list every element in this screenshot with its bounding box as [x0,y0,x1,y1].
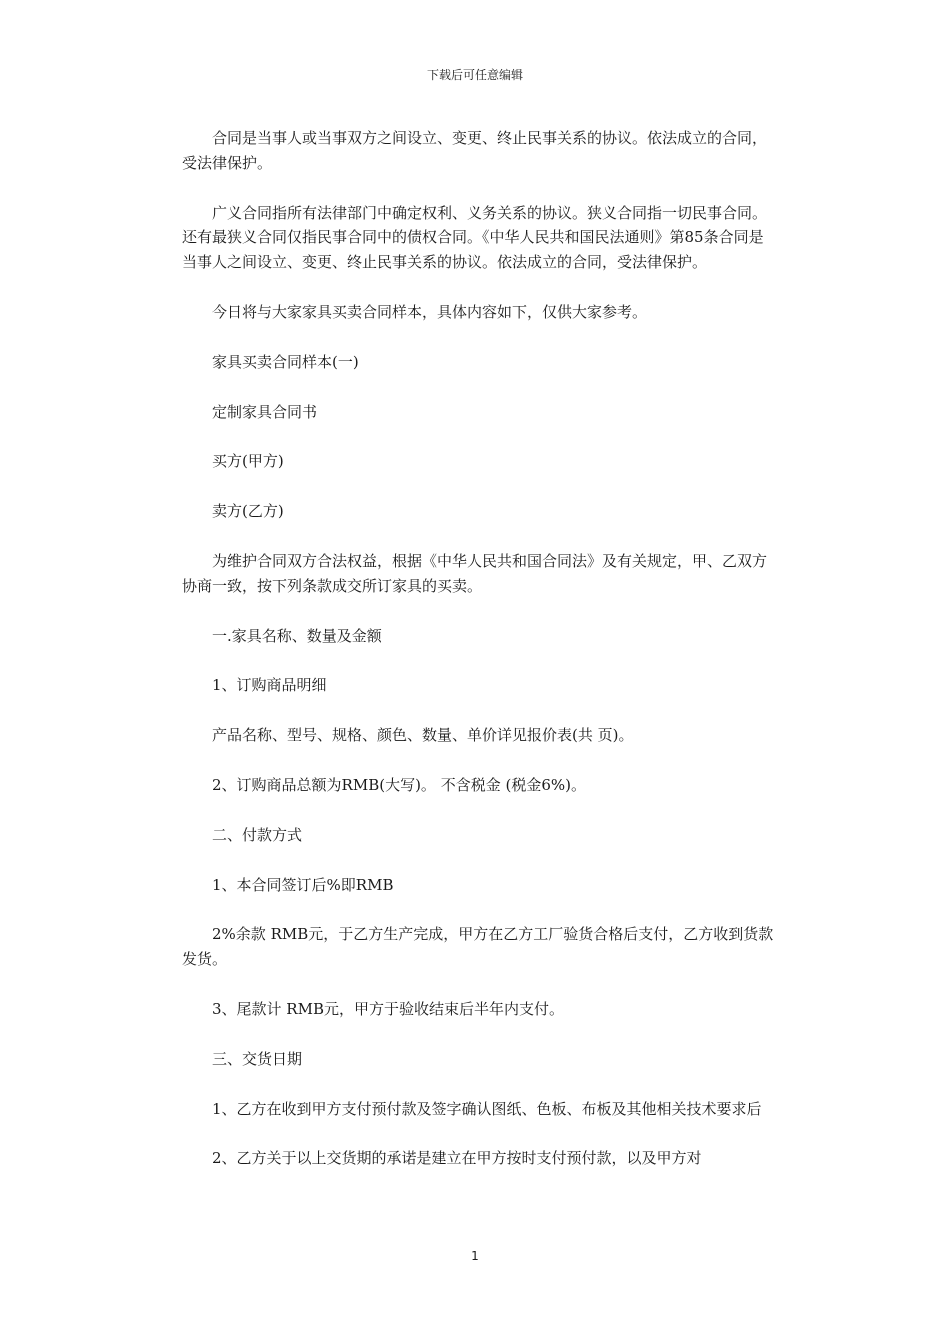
clause-item: 2、订购商品总额为RMB(大写)。 不含税金 (税金6%)。 [212,775,586,794]
contract-title: 定制家具合同书 [212,402,318,421]
clause-heading: 一.家具名称、数量及金额 [212,626,382,645]
clause-heading: 二、付款方式 [212,825,303,844]
seller-line: 卖方(乙方) [212,502,284,521]
buyer-line: 买方(甲方) [212,452,284,471]
clause-item: 2、乙方关于以上交货期的承诺是建立在甲方按时支付预付款，以及甲方对 [212,1149,702,1168]
document-body [182,126,774,1196]
clause-text: 2%余款 RMB元，于乙方生产完成，甲方在乙方工厂验货合格后支付，乙方收到货款发货。 [182,925,774,969]
clause-heading: 三、交货日期 [212,1049,303,1068]
section-title: 家具买卖合同样本(一) [212,352,359,371]
clause-item: 1、乙方在收到甲方支付预付款及签字确认图纸、色板、布板及其他相关技术要求后 [212,1099,762,1118]
clause-text: 产品名称、型号、规格、颜色、数量、单价详见报价表(共 页)。 [212,726,634,745]
clause-item: 1、订购商品明细 [212,676,327,695]
paragraph: 广义合同指所有法律部门中确定权利、义务关系的协议。狭义合同指一切民事合同。还有最狭义合同仅指民事合同中的债权合同。《中华人民共和国民法通则》第85条合同是当事人之间设立、变更、终止民事关系的协议。依法成立的合同，受法律保护。 [182,203,768,272]
paragraph: 合同是当事人或当事双方之间设立、变更、终止民事关系的协议。依法成立的合同，受法律保护。 [182,129,768,172]
clause-item: 3、尾款计 RMB元，甲方于验收结束后半年内支付。 [212,999,564,1018]
page-number: 1 [471,1249,479,1263]
clause-item: 1、本合同签订后%即RMB [212,875,394,894]
page-header: 下载后可任意编辑 [426,68,523,82]
paragraph: 今日将与大家家具买卖合同样本，具体内容如下，仅供大家参考。 [212,302,648,321]
paragraph: 为维护合同双方合法权益，根据《中华人民共和国合同法》及有关规定，甲、乙双方协商一致，按下列条款成交所订家具的买卖。 [182,551,768,595]
